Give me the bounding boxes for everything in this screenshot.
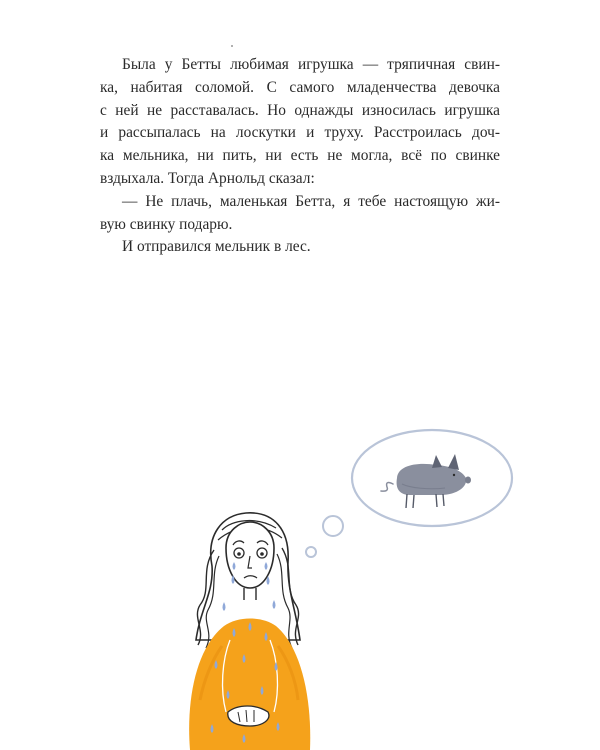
thought-bubble-dot-large — [323, 516, 343, 536]
dialogue-line-2: вую свинку подарю. — [100, 215, 233, 233]
text-line-1: Была у Бетты любимая игрушка — тряпичная свин- — [122, 56, 500, 73]
text-line-final: И отправился мельник в лес. — [122, 238, 311, 256]
dialogue-line-1: — Не плачь, маленькая Бетта, я тебе настоящую жи- — [122, 192, 500, 210]
thought-bubble-dot-small — [306, 547, 316, 557]
text-line-3: с ней не расставалась. Но однажды износилась игрушка — [100, 101, 500, 119]
pig-drawing — [381, 454, 471, 508]
crying-girl — [189, 513, 310, 750]
text-line-4: и рассыпалась на лоскутки и труху. Расстроилась доч- — [100, 124, 500, 142]
text-line-5: ка мельника, ни пить, ни есть не могла, всё по свинке — [100, 147, 500, 165]
text-line-2: ка, набитая соломой. С самого младенчества девочка — [100, 78, 500, 96]
text-line-6: вздыхала. Тогда Арнольд сказал: — [100, 169, 315, 187]
